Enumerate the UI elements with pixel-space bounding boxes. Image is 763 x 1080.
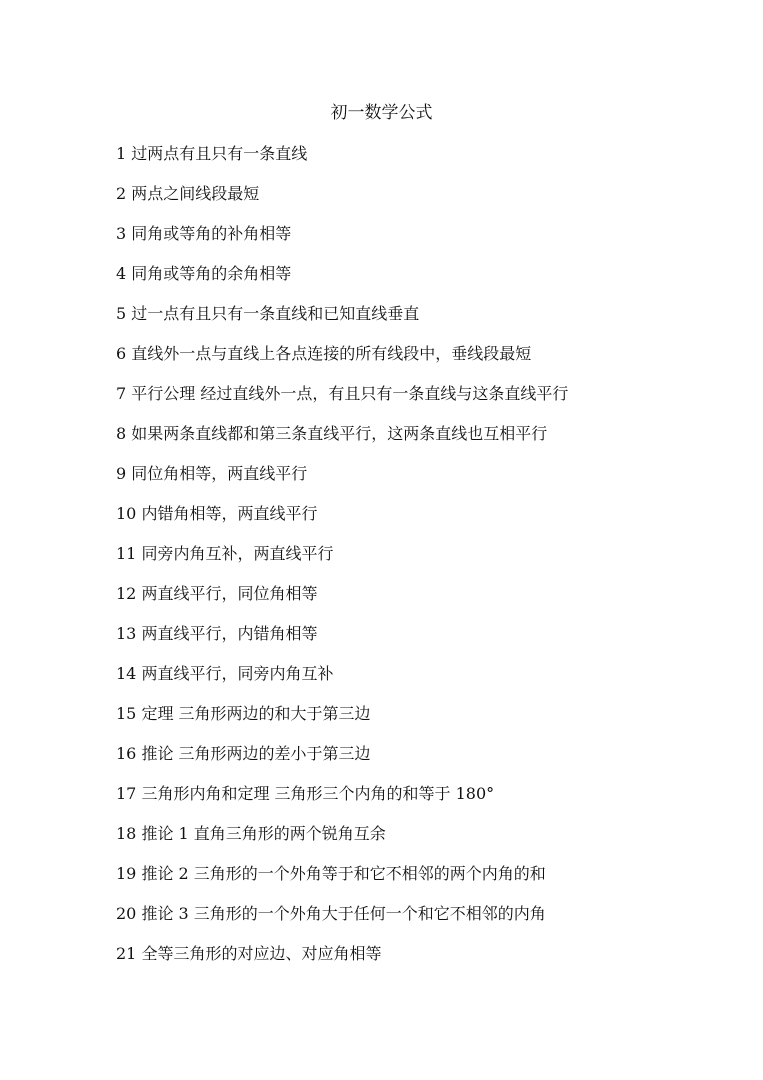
formula-item-1: 1 过两点有且只有一条直线 [116,144,308,163]
formula-item-4: 4 同角或等角的余角相等 [116,264,292,283]
page-title: 初一数学公式 [330,103,433,123]
formula-item-12: 12 两直线平行，同位角相等 [116,584,318,603]
formula-item-21: 21 全等三角形的对应边、对应角相等 [116,944,382,963]
formula-item-13: 13 两直线平行，内错角相等 [116,624,318,643]
formula-item-8: 8 如果两条直线都和第三条直线平行，这两条直线也互相平行 [116,424,548,443]
formula-item-5: 5 过一点有且只有一条直线和已知直线垂直 [116,304,420,323]
formula-item-16: 16 推论 三角形两边的差小于第三边 [116,744,371,763]
formula-item-17: 17 三角形内角和定理 三角形三个内角的和等于 180° [116,784,495,803]
formula-item-20: 20 推论 3 三角形的一个外角大于任何一个和它不相邻的内角 [116,904,546,923]
formula-item-15: 15 定理 三角形两边的和大于第三边 [116,704,371,723]
formula-item-3: 3 同角或等角的补角相等 [116,224,292,243]
formula-item-18: 18 推论 1 直角三角形的两个锐角互余 [116,824,386,843]
formula-list [116,143,736,983]
formula-item-7: 7 平行公理 经过直线外一点，有且只有一条直线与这条直线平行 [116,384,569,403]
formula-item-11: 11 同旁内角互补，两直线平行 [116,544,334,563]
formula-item-19: 19 推论 2 三角形的一个外角等于和它不相邻的两个内角的和 [116,864,546,883]
formula-item-14: 14 两直线平行，同旁内角互补 [116,664,334,683]
formula-item-2: 2 两点之间线段最短 [116,184,260,203]
formula-item-10: 10 内错角相等，两直线平行 [116,504,318,523]
formula-item-9: 9 同位角相等，两直线平行 [116,464,308,483]
formula-item-6: 6 直线外一点与直线上各点连接的所有线段中，垂线段最短 [116,344,532,363]
